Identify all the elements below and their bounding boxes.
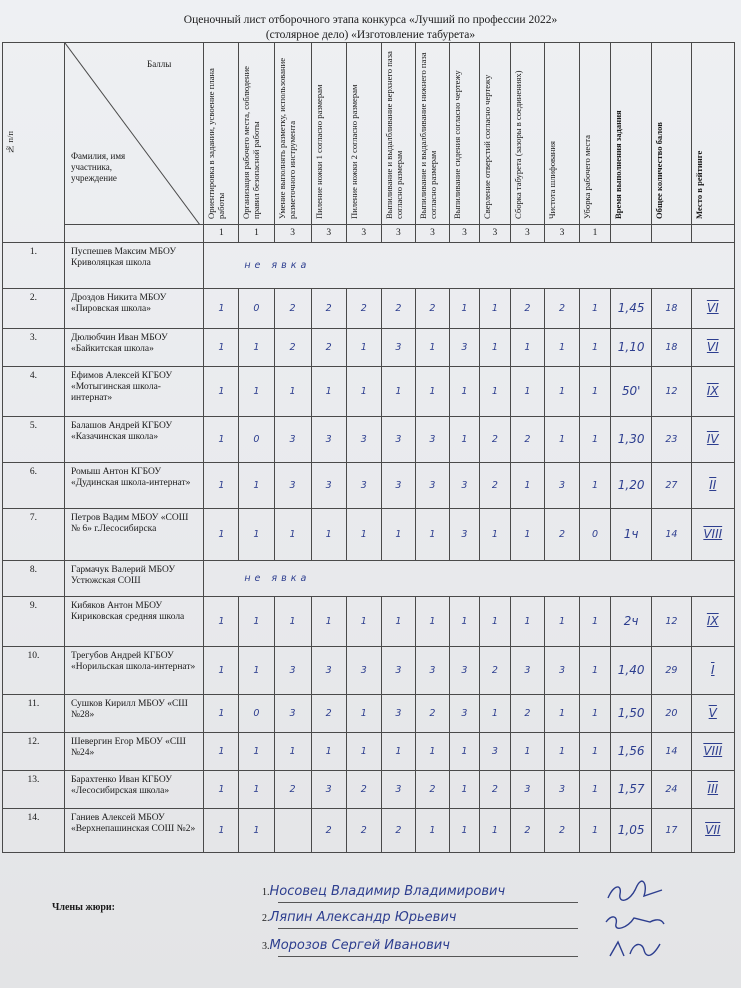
scores-label: Баллы — [147, 59, 172, 69]
score-cell: 3 — [274, 417, 311, 463]
place-cell: VIII — [691, 733, 734, 771]
weights-label-cell — [64, 225, 203, 243]
score-cell: 2 — [311, 329, 346, 367]
score-cell: 0 — [239, 695, 274, 733]
score-cell: 3 — [510, 771, 544, 809]
place-cell: IV — [691, 417, 734, 463]
score-cell: 1 — [274, 509, 311, 561]
score-cell: 0 — [239, 289, 274, 329]
criterion-weight: 3 — [544, 225, 579, 243]
score-cell: 1 — [580, 463, 611, 509]
score-cell: 1 — [449, 367, 479, 417]
score-cell: 1 — [204, 695, 239, 733]
table-row — [3, 647, 735, 695]
name-header — [64, 43, 203, 225]
criterion-weight: 1 — [204, 225, 239, 243]
score-cell: 2 — [311, 289, 346, 329]
score-cell: 2 — [479, 463, 510, 509]
score-cell: 1 — [274, 597, 311, 647]
score-cell: 1 — [510, 509, 544, 561]
score-cell: 1 — [415, 367, 449, 417]
total-cell: 23 — [652, 417, 691, 463]
participant-name: Шевергин Егор МБОУ «СШ №24» — [64, 733, 203, 771]
score-cell: 2 — [346, 809, 381, 853]
table-row — [3, 243, 735, 289]
participant-name: Балашов Андрей КГБОУ «Казачинская школа» — [64, 417, 203, 463]
score-cell: 3 — [449, 463, 479, 509]
score-cell: 1 — [239, 771, 274, 809]
score-cell: 1 — [544, 329, 579, 367]
place-cell: VI — [691, 289, 734, 329]
score-cell: 1 — [239, 509, 274, 561]
score-cell: 1 — [415, 597, 449, 647]
score-cell: 1 — [311, 597, 346, 647]
score-cell: 1 — [204, 463, 239, 509]
total-cell: 18 — [652, 329, 691, 367]
row-number: 11. — [3, 695, 65, 733]
score-cell: 1 — [415, 809, 449, 853]
criterion-weight: 3 — [346, 225, 381, 243]
score-cell: 1 — [479, 329, 510, 367]
total-cell: 24 — [652, 771, 691, 809]
row-number: 3. — [3, 329, 65, 367]
score-cell: 3 — [346, 417, 381, 463]
col-no-header: № п/п — [3, 43, 65, 243]
score-cell: 1 — [381, 597, 415, 647]
time-cell: 1,57 — [611, 771, 652, 809]
participant-name: Барахтенко Иван КГБОУ «Лесосибирская школа» — [64, 771, 203, 809]
score-cell: 1 — [580, 771, 611, 809]
score-cell: 2 — [415, 289, 449, 329]
total-cell: 17 — [652, 809, 691, 853]
score-cell: 3 — [381, 329, 415, 367]
score-cell: 1 — [346, 367, 381, 417]
score-table — [2, 42, 735, 853]
jury-member: 2.Ляпин Александр Юрьевич — [262, 910, 457, 925]
table-row — [3, 509, 735, 561]
score-cell: 3 — [381, 695, 415, 733]
criterion-header: Чистота шлифования — [544, 43, 579, 225]
score-cell: 2 — [381, 289, 415, 329]
score-cell: 2 — [311, 809, 346, 853]
score-cell: 3 — [415, 647, 449, 695]
participant-name: Сушков Кирилл МБОУ «СШ №28» — [64, 695, 203, 733]
time-cell: 2ч — [611, 597, 652, 647]
score-cell: 1 — [239, 597, 274, 647]
time-cell: 50' — [611, 367, 652, 417]
total-cell: 12 — [652, 597, 691, 647]
score-cell: 1 — [580, 733, 611, 771]
score-cell: 2 — [274, 289, 311, 329]
score-cell: 3 — [381, 463, 415, 509]
score-cell: 1 — [204, 509, 239, 561]
score-cell: 1 — [479, 695, 510, 733]
row-number: 6. — [3, 463, 65, 509]
criterion-header: Выпиливание и выдалбливание верхнего паза согласно размерам — [381, 43, 415, 225]
score-cell: 1 — [204, 771, 239, 809]
criterion-header: Уборка рабочего места — [580, 43, 611, 225]
score-cell: 1 — [510, 367, 544, 417]
score-cell: 2 — [510, 809, 544, 853]
score-cell: 1 — [204, 733, 239, 771]
score-cell: 1 — [311, 733, 346, 771]
score-cell: 1 — [346, 597, 381, 647]
score-cell: 1 — [415, 509, 449, 561]
jury-member: 3.Морозов Сергей Иванович — [262, 938, 450, 953]
score-cell: 2 — [510, 289, 544, 329]
place-cell: III — [691, 771, 734, 809]
time-cell: 1,30 — [611, 417, 652, 463]
score-cell: 3 — [449, 329, 479, 367]
table-row — [3, 733, 735, 771]
score-cell: 2 — [274, 771, 311, 809]
participant-name: Ефимов Алексей КГБОУ «Мотыгинская школа-интернат» — [64, 367, 203, 417]
score-cell: 3 — [449, 509, 479, 561]
criterion-weight: 3 — [415, 225, 449, 243]
row-number: 13. — [3, 771, 65, 809]
total-cell: 29 — [652, 647, 691, 695]
signature-line — [278, 956, 578, 957]
participant-name: Трегубов Андрей КГБОУ «Норильская школа-интернат» — [64, 647, 203, 695]
total-cell: 27 — [652, 463, 691, 509]
criterion-weight: 3 — [274, 225, 311, 243]
score-cell: 3 — [346, 647, 381, 695]
participant-name: Петров Вадим МБОУ «СОШ № 6» г.Лесосибирска — [64, 509, 203, 561]
table-row — [3, 771, 735, 809]
participant-name: Ромыш Антон КГБОУ «Дудинская школа-интернат» — [64, 463, 203, 509]
score-cell: 1 — [510, 733, 544, 771]
table-row — [3, 463, 735, 509]
score-cell: 1 — [274, 733, 311, 771]
score-cell: 1 — [510, 463, 544, 509]
name-col-label: Фамилия, имя участника, учреждение — [70, 151, 126, 183]
score-cell: 1 — [204, 289, 239, 329]
score-cell: 1 — [544, 367, 579, 417]
table-row — [3, 417, 735, 463]
criterion-header: Выпиливание и выдалбливание нижнего паза согласно размерам — [415, 43, 449, 225]
score-cell: 3 — [544, 647, 579, 695]
score-cell: 1 — [449, 597, 479, 647]
criterion-weight: 1 — [580, 225, 611, 243]
score-cell: 3 — [510, 647, 544, 695]
row-number: 8. — [3, 561, 65, 597]
score-cell: 1 — [239, 809, 274, 853]
total-cell: 14 — [652, 509, 691, 561]
score-cell: 1 — [580, 289, 611, 329]
row-number: 5. — [3, 417, 65, 463]
score-cell: 1 — [449, 733, 479, 771]
score-cell: 1 — [479, 597, 510, 647]
score-cell: 1 — [544, 733, 579, 771]
time-header: Время выполнения задания — [611, 43, 652, 225]
criterion-header: Сборка табурета (зазоры в соединениях) — [510, 43, 544, 225]
score-cell: 1 — [449, 809, 479, 853]
score-cell: 3 — [381, 647, 415, 695]
weights-row — [3, 225, 735, 243]
score-cell: 3 — [449, 695, 479, 733]
criterion-header: Умение выполнять разметку, использование разметочного инструмента — [274, 43, 311, 225]
total-cell: 20 — [652, 695, 691, 733]
score-cell: 1 — [544, 417, 579, 463]
participant-name: Ганиев Алексей МБОУ «Верхнепашинская СОШ №2» — [64, 809, 203, 853]
row-number: 7. — [3, 509, 65, 561]
score-cell: 2 — [544, 289, 579, 329]
place-cell: I — [691, 647, 734, 695]
score-cell: 1 — [346, 733, 381, 771]
score-cell: 3 — [274, 647, 311, 695]
score-cell: 2 — [311, 695, 346, 733]
place-cell: IX — [691, 367, 734, 417]
score-cell: 1 — [479, 289, 510, 329]
table-row — [3, 367, 735, 417]
absent-mark: не явка — [204, 561, 735, 597]
place-cell: VI — [691, 329, 734, 367]
criterion-header: Пиление ножки 1 согласно размерам — [311, 43, 346, 225]
score-cell: 1 — [381, 733, 415, 771]
score-cell: 1 — [239, 329, 274, 367]
signature-1 — [600, 880, 670, 906]
score-cell: 1 — [580, 329, 611, 367]
score-cell: 1 — [580, 367, 611, 417]
participant-name: Пуспешев Максим МБОУ Криволяцкая школа — [64, 243, 203, 289]
place-cell: VII — [691, 809, 734, 853]
criterion-header: Организация рабочего места, соблюдение правил безопасной работы — [239, 43, 274, 225]
signature-3 — [600, 936, 670, 962]
table-body — [3, 243, 735, 853]
score-cell: 3 — [381, 771, 415, 809]
criterion-header: Сверление отверстий согласно чертежу — [479, 43, 510, 225]
score-cell: 1 — [479, 367, 510, 417]
criterion-header: Ориентировка в задании, усвоение плана работы — [204, 43, 239, 225]
score-cell: 1 — [274, 367, 311, 417]
row-number: 9. — [3, 597, 65, 647]
empty-cell — [611, 225, 652, 243]
table-row — [3, 597, 735, 647]
score-cell: 1 — [204, 647, 239, 695]
time-cell: 1,45 — [611, 289, 652, 329]
score-cell: 2 — [544, 809, 579, 853]
criterion-header: Пиление ножки 2 согласно размерам — [346, 43, 381, 225]
participant-name: Дроздов Никита МБОУ «Пировская школа» — [64, 289, 203, 329]
score-cell: 3 — [346, 463, 381, 509]
participant-name: Дюлюбчин Иван МБОУ «Байкитская школа» — [64, 329, 203, 367]
score-cell: 2 — [274, 329, 311, 367]
score-cell: 1 — [449, 417, 479, 463]
score-cell: 1 — [580, 597, 611, 647]
place-cell: II — [691, 463, 734, 509]
jury-member: 1.Носовец Владимир Владимирович — [262, 884, 506, 899]
score-cell: 1 — [239, 647, 274, 695]
sheet-subtitle: (столярное дело) «Изготовление табурета» — [265, 29, 476, 41]
score-cell: 1 — [204, 329, 239, 367]
score-cell: 0 — [580, 509, 611, 561]
total-header: Общее количество балов — [652, 43, 691, 225]
score-cell: 1 — [239, 463, 274, 509]
time-cell: 1,20 — [611, 463, 652, 509]
score-cell: 1 — [311, 367, 346, 417]
score-cell: 1 — [204, 597, 239, 647]
score-cell: 1 — [580, 417, 611, 463]
total-cell: 14 — [652, 733, 691, 771]
signature-2 — [600, 908, 670, 934]
table-row — [3, 561, 735, 597]
participant-name: Кибяков Антон МБОУ Кириковская средняя школа — [64, 597, 203, 647]
score-cell: 1 — [381, 367, 415, 417]
place-header: Место в рейтинге — [691, 43, 734, 225]
score-cell: 3 — [311, 771, 346, 809]
score-cell: 1 — [239, 367, 274, 417]
score-cell: 2 — [479, 647, 510, 695]
criterion-weight: 3 — [479, 225, 510, 243]
score-cell: 2 — [510, 695, 544, 733]
score-cell: 3 — [415, 463, 449, 509]
score-cell: 3 — [415, 417, 449, 463]
score-cell: 2 — [479, 417, 510, 463]
score-cell: 3 — [381, 417, 415, 463]
criterion-weight: 1 — [239, 225, 274, 243]
time-cell: 1,50 — [611, 695, 652, 733]
total-cell: 12 — [652, 367, 691, 417]
time-cell: 1,10 — [611, 329, 652, 367]
time-cell: 1,56 — [611, 733, 652, 771]
score-cell: 3 — [449, 647, 479, 695]
score-cell: 1 — [449, 289, 479, 329]
score-cell: 2 — [346, 289, 381, 329]
place-cell: VIII — [691, 509, 734, 561]
score-cell: 1 — [346, 695, 381, 733]
score-cell: 1 — [510, 597, 544, 647]
score-cell: 3 — [274, 695, 311, 733]
table-row — [3, 289, 735, 329]
score-cell: 1 — [479, 809, 510, 853]
score-cell: 2 — [346, 771, 381, 809]
row-number: 1. — [3, 243, 65, 289]
table-row — [3, 809, 735, 853]
row-number: 4. — [3, 367, 65, 417]
jury-section — [0, 880, 741, 988]
empty-cell — [652, 225, 691, 243]
time-cell: 1ч — [611, 509, 652, 561]
total-cell: 18 — [652, 289, 691, 329]
place-cell: V — [691, 695, 734, 733]
diagonal-divider — [65, 43, 200, 225]
score-cell: 2 — [415, 771, 449, 809]
table-row — [3, 329, 735, 367]
score-cell: 1 — [544, 695, 579, 733]
empty-cell — [691, 225, 734, 243]
absent-mark: не явка — [204, 243, 735, 289]
criterion-weight: 3 — [381, 225, 415, 243]
row-number: 12. — [3, 733, 65, 771]
row-number: 2. — [3, 289, 65, 329]
place-cell: IX — [691, 597, 734, 647]
score-cell: 1 — [415, 733, 449, 771]
score-cell: 1 — [204, 417, 239, 463]
criterion-header: Выпиливание сидения согласно чертежу — [449, 43, 479, 225]
signature-line — [278, 928, 578, 929]
score-cell: 2 — [544, 509, 579, 561]
time-cell: 1,05 — [611, 809, 652, 853]
score-cell: 1 — [580, 647, 611, 695]
score-cell: 1 — [311, 509, 346, 561]
jury-label: Члены жюри: — [52, 902, 116, 913]
score-cell: 3 — [544, 463, 579, 509]
score-cell: 1 — [381, 509, 415, 561]
row-number: 14. — [3, 809, 65, 853]
score-cell: 1 — [415, 329, 449, 367]
criterion-weight: 3 — [311, 225, 346, 243]
time-cell: 1,40 — [611, 647, 652, 695]
sheet-title: Оценочный лист отборочного этапа конкурса «Лучший по профессии 2022» — [183, 14, 558, 26]
criterion-weight: 3 — [510, 225, 544, 243]
score-cell: 1 — [479, 509, 510, 561]
score-cell: 1 — [580, 809, 611, 853]
score-cell: 1 — [544, 597, 579, 647]
score-cell: 1 — [510, 329, 544, 367]
score-cell: 0 — [239, 417, 274, 463]
score-cell: 3 — [544, 771, 579, 809]
score-cell: 2 — [415, 695, 449, 733]
score-cell: 1 — [580, 695, 611, 733]
table-row — [3, 695, 735, 733]
score-cell: 1 — [204, 809, 239, 853]
score-cell: 3 — [311, 417, 346, 463]
score-cell: 2 — [510, 417, 544, 463]
row-number: 10. — [3, 647, 65, 695]
score-cell: 3 — [274, 463, 311, 509]
score-cell — [274, 809, 311, 853]
score-cell: 1 — [346, 509, 381, 561]
participant-name: Гармачук Валерий МБОУ Устюжская СОШ — [64, 561, 203, 597]
score-cell: 2 — [479, 771, 510, 809]
table-header — [3, 43, 735, 243]
score-cell: 1 — [346, 329, 381, 367]
score-cell: 3 — [311, 647, 346, 695]
criterion-weight: 3 — [449, 225, 479, 243]
score-cell: 3 — [311, 463, 346, 509]
score-cell: 1 — [239, 733, 274, 771]
score-cell: 1 — [449, 771, 479, 809]
score-cell: 2 — [381, 809, 415, 853]
score-cell: 3 — [479, 733, 510, 771]
score-cell: 1 — [204, 367, 239, 417]
signature-line — [278, 902, 578, 903]
